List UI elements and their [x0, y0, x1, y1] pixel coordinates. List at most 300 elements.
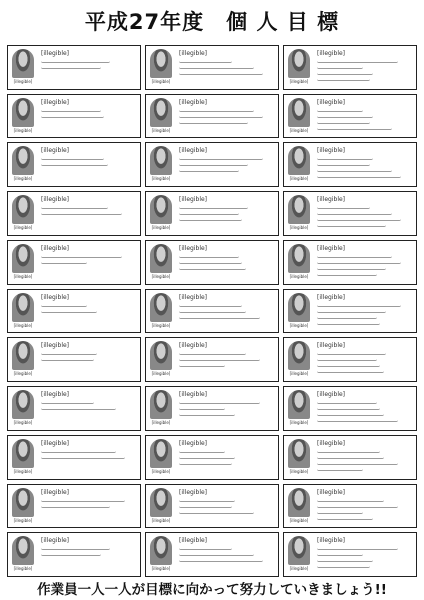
person-name: [illegible] — [151, 371, 171, 377]
handwriting-line — [41, 65, 101, 69]
goal-text — [176, 290, 278, 333]
person-name: [illegible] — [151, 79, 171, 84]
handwriting-line — [41, 108, 101, 112]
person-name: [illegible] — [151, 322, 171, 328]
person-name: [illegible] — [13, 322, 33, 328]
person-block — [284, 485, 314, 528]
goal-line: [illegible] — [317, 439, 346, 447]
handwriting-line — [41, 156, 104, 160]
goal-card — [145, 240, 279, 285]
goal-text — [314, 533, 416, 576]
goal-card — [7, 142, 141, 187]
handwriting-line — [41, 400, 94, 404]
portrait-photo — [12, 293, 34, 322]
goal-line: [illegible] — [179, 98, 208, 106]
handwriting-line — [317, 418, 398, 422]
handwriting-line — [317, 369, 384, 373]
goal-line: [illegible] — [317, 488, 346, 496]
handwriting-line — [41, 254, 122, 258]
person-block — [146, 533, 176, 576]
portrait-photo — [12, 488, 34, 517]
goal-card — [145, 532, 279, 577]
person-block — [8, 192, 38, 235]
goal-card — [7, 45, 141, 90]
goal-line: [illegible] — [317, 293, 346, 301]
goal-line: [illegible] — [41, 98, 70, 106]
handwriting-line — [317, 406, 380, 410]
goal-card — [283, 45, 417, 90]
handwriting-line — [41, 455, 125, 459]
person-block — [8, 143, 38, 186]
goal-card — [145, 484, 279, 529]
person-name: [illegible] — [289, 176, 309, 182]
handwriting-line — [317, 71, 373, 75]
handwriting-line — [317, 108, 363, 112]
goal-line: [illegible] — [41, 439, 70, 447]
handwriting-line — [317, 174, 401, 178]
goal-line: [illegible] — [179, 147, 208, 155]
person-name: [illegible] — [289, 566, 309, 572]
goal-card — [145, 386, 279, 431]
handwriting-line — [179, 315, 260, 319]
goal-line: [illegible] — [41, 147, 70, 155]
handwriting-line — [317, 272, 377, 276]
handwriting-line — [41, 406, 116, 410]
handwriting-line — [41, 351, 97, 355]
portrait-photo — [150, 49, 172, 78]
handwriting-line — [41, 162, 108, 166]
goal-card — [145, 45, 279, 90]
person-name: [illegible] — [13, 176, 33, 182]
person-block — [146, 436, 176, 479]
handwriting-line — [317, 552, 363, 556]
person-block — [284, 387, 314, 430]
person-name: [illegible] — [151, 127, 171, 133]
person-block — [284, 533, 314, 576]
handwriting-line — [179, 449, 225, 453]
handwriting-line — [179, 217, 242, 221]
portrait-photo — [12, 536, 34, 565]
person-name: [illegible] — [289, 420, 309, 426]
portrait-photo — [12, 49, 34, 78]
goal-card — [283, 484, 417, 529]
goal-text — [176, 485, 278, 528]
portrait-photo — [150, 439, 172, 468]
goal-line: [illegible] — [41, 537, 70, 545]
person-name: [illegible] — [151, 517, 171, 523]
handwriting-line — [317, 412, 384, 416]
goal-line: [illegible] — [179, 293, 208, 301]
goal-text — [176, 95, 278, 138]
person-name: [illegible] — [289, 273, 309, 279]
goal-line: [illegible] — [179, 439, 208, 447]
handwriting-line — [179, 162, 248, 166]
handwriting-line — [179, 260, 242, 264]
goal-text — [176, 338, 278, 381]
page-title: 平成27年度 個 人 目 標 — [84, 10, 340, 34]
handwriting-line — [179, 108, 254, 112]
person-name: [illegible] — [13, 517, 33, 523]
person-name: [illegible] — [151, 420, 171, 426]
person-block — [8, 338, 38, 381]
handwriting-line — [179, 546, 232, 550]
goal-card — [283, 142, 417, 187]
portrait-photo — [150, 488, 172, 517]
handwriting-line — [41, 357, 94, 361]
handwriting-line — [317, 205, 370, 209]
person-name: [illegible] — [289, 79, 309, 84]
handwriting-line — [179, 309, 246, 313]
handwriting-line — [179, 363, 225, 367]
handwriting-line — [179, 455, 235, 459]
goal-card — [145, 337, 279, 382]
handwriting-line — [317, 114, 373, 118]
goal-card — [7, 94, 141, 139]
goal-card — [145, 289, 279, 334]
goal-line: [illegible] — [179, 342, 208, 350]
handwriting-line — [41, 449, 116, 453]
person-name: [illegible] — [13, 225, 33, 231]
person-block — [284, 95, 314, 138]
portrait-photo — [150, 244, 172, 273]
person-name: [illegible] — [151, 176, 171, 182]
person-name: [illegible] — [289, 517, 309, 523]
person-name: [illegible] — [151, 225, 171, 231]
person-block — [284, 143, 314, 186]
person-block — [284, 338, 314, 381]
handwriting-line — [179, 498, 235, 502]
handwriting-line — [317, 351, 386, 355]
goal-text — [176, 533, 278, 576]
goal-text — [314, 241, 416, 284]
handwriting-line — [41, 303, 87, 307]
portrait-photo — [12, 244, 34, 273]
person-block — [284, 46, 314, 89]
goal-text — [314, 290, 416, 333]
person-block — [146, 290, 176, 333]
handwriting-line — [317, 254, 392, 258]
portrait-photo — [288, 488, 310, 517]
goal-line: [illegible] — [179, 537, 208, 545]
handwriting-line — [41, 260, 87, 264]
handwriting-line — [317, 59, 398, 63]
goal-card — [7, 337, 141, 382]
goal-line: [illegible] — [41, 293, 70, 301]
goal-card — [7, 289, 141, 334]
handwriting-line — [41, 498, 125, 502]
goal-text — [38, 485, 140, 528]
goal-card — [145, 94, 279, 139]
handwriting-line — [41, 211, 122, 215]
handwriting-line — [317, 449, 380, 453]
handwriting-line — [317, 315, 377, 319]
goal-text — [314, 46, 416, 89]
person-block — [146, 192, 176, 235]
goal-card — [7, 240, 141, 285]
goal-line: [illegible] — [41, 196, 70, 204]
goal-text — [38, 290, 140, 333]
goal-text — [314, 143, 416, 186]
handwriting-line — [317, 211, 392, 215]
goal-text — [38, 436, 140, 479]
handwriting-line — [179, 406, 225, 410]
goal-line: [illegible] — [317, 196, 346, 204]
handwriting-line — [41, 114, 104, 118]
portrait-photo — [150, 341, 172, 370]
person-name: [illegible] — [13, 371, 33, 377]
handwriting-line — [179, 205, 248, 209]
goal-line: [illegible] — [41, 342, 70, 350]
person-name: [illegible] — [289, 127, 309, 133]
goal-card — [283, 337, 417, 382]
person-block — [284, 290, 314, 333]
handwriting-line — [317, 455, 384, 459]
goal-card — [283, 240, 417, 285]
footer-slogan: 作業員一人一人が目標に向かって努力していきましょう!! — [37, 582, 387, 598]
goal-card — [283, 191, 417, 236]
portrait-photo — [150, 390, 172, 419]
handwriting-line — [179, 156, 263, 160]
person-block — [8, 46, 38, 89]
portrait-photo — [12, 341, 34, 370]
handwriting-line — [317, 266, 386, 270]
goal-card — [145, 142, 279, 187]
handwriting-line — [317, 363, 380, 367]
person-name: [illegible] — [289, 371, 309, 377]
person-block — [146, 241, 176, 284]
person-block — [146, 387, 176, 430]
handwriting-line — [179, 71, 263, 75]
goal-text — [38, 387, 140, 430]
handwriting-line — [317, 321, 380, 325]
handwriting-line — [41, 59, 110, 63]
handwriting-line — [179, 357, 260, 361]
goal-text — [176, 192, 278, 235]
goal-line: [illegible] — [317, 50, 346, 57]
portrait-photo — [12, 439, 34, 468]
goal-line: [illegible] — [179, 50, 208, 57]
goal-text — [314, 338, 416, 381]
handwriting-line — [317, 156, 373, 160]
goal-card — [7, 435, 141, 480]
person-name: [illegible] — [13, 127, 33, 133]
person-block — [284, 241, 314, 284]
handwriting-line — [179, 211, 239, 215]
portrait-photo — [288, 98, 310, 127]
portrait-photo — [12, 390, 34, 419]
handwriting-line — [41, 552, 101, 556]
handwriting-line — [317, 357, 377, 361]
handwriting-line — [317, 400, 377, 404]
person-name: [illegible] — [151, 566, 171, 572]
person-block — [8, 387, 38, 430]
goal-line: [illegible] — [41, 244, 70, 252]
handwriting-line — [41, 504, 110, 508]
handwriting-line — [179, 504, 232, 508]
person-name: [illegible] — [13, 566, 33, 572]
goal-card — [7, 532, 141, 577]
goal-text — [176, 46, 278, 89]
goal-line: [illegible] — [179, 244, 208, 252]
portrait-photo — [12, 98, 34, 127]
person-block — [8, 436, 38, 479]
handwriting-line — [179, 461, 232, 465]
person-block — [146, 143, 176, 186]
portrait-photo — [150, 98, 172, 127]
goal-text — [38, 143, 140, 186]
portrait-photo — [288, 341, 310, 370]
portrait-photo — [150, 293, 172, 322]
goal-card — [283, 435, 417, 480]
handwriting-line — [317, 120, 370, 124]
goal-line: [illegible] — [317, 342, 346, 350]
handwriting-line — [317, 510, 363, 514]
handwriting-line — [317, 126, 392, 130]
handwriting-line — [317, 260, 401, 264]
handwriting-line — [179, 59, 232, 63]
goal-card — [283, 94, 417, 139]
handwriting-line — [179, 65, 254, 69]
goal-line: [illegible] — [41, 50, 70, 57]
person-block — [8, 290, 38, 333]
goal-text — [176, 436, 278, 479]
handwriting-line — [179, 303, 242, 307]
portrait-photo — [288, 49, 310, 78]
goal-line: [illegible] — [179, 488, 208, 496]
goal-card — [283, 532, 417, 577]
person-name: [illegible] — [13, 79, 33, 84]
handwriting-line — [317, 461, 398, 465]
goal-card — [283, 386, 417, 431]
portrait-photo — [150, 146, 172, 175]
portrait-photo — [288, 244, 310, 273]
goal-line: [illegible] — [41, 391, 70, 399]
handwriting-line — [179, 266, 246, 270]
goal-text — [38, 338, 140, 381]
person-block — [284, 192, 314, 235]
goal-card — [7, 191, 141, 236]
goal-line: [illegible] — [317, 98, 346, 106]
handwriting-line — [317, 168, 392, 172]
goal-line: [illegible] — [179, 391, 208, 399]
goal-text — [314, 436, 416, 479]
goal-text — [176, 387, 278, 430]
goal-card — [145, 435, 279, 480]
handwriting-line — [317, 504, 398, 508]
handwriting-line — [179, 168, 239, 172]
handwriting-line — [179, 400, 260, 404]
handwriting-line — [317, 564, 370, 568]
handwriting-line — [179, 510, 254, 514]
handwriting-line — [317, 217, 401, 221]
handwriting-line — [179, 254, 239, 258]
handwriting-line — [317, 498, 384, 502]
handwriting-line — [317, 162, 370, 166]
goal-card — [283, 289, 417, 334]
handwriting-line — [317, 546, 398, 550]
handwriting-line — [317, 65, 363, 69]
handwriting-line — [179, 120, 248, 124]
portrait-photo — [288, 536, 310, 565]
handwriting-line — [317, 77, 370, 81]
handwriting-line — [317, 223, 386, 227]
goal-line: [illegible] — [179, 196, 208, 204]
person-block — [8, 95, 38, 138]
person-name: [illegible] — [13, 273, 33, 279]
portrait-photo — [288, 146, 310, 175]
goal-text — [314, 192, 416, 235]
handwriting-line — [317, 303, 401, 307]
handwriting-line — [179, 552, 254, 556]
person-block — [8, 241, 38, 284]
handwriting-line — [317, 309, 386, 313]
person-name: [illegible] — [151, 468, 171, 474]
portrait-photo — [150, 536, 172, 565]
person-name: [illegible] — [289, 225, 309, 231]
handwriting-line — [41, 205, 108, 209]
person-name: [illegible] — [151, 273, 171, 279]
goal-text — [38, 533, 140, 576]
goal-text — [176, 241, 278, 284]
person-block — [146, 338, 176, 381]
person-name: [illegible] — [289, 322, 309, 328]
portrait-photo — [288, 195, 310, 224]
person-name: [illegible] — [13, 420, 33, 426]
handwriting-line — [41, 309, 97, 313]
person-block — [146, 485, 176, 528]
portrait-photo — [12, 195, 34, 224]
person-block — [8, 533, 38, 576]
goal-text — [38, 46, 140, 89]
person-block — [146, 95, 176, 138]
handwriting-line — [179, 351, 246, 355]
goal-grid — [7, 45, 417, 577]
handwriting-line — [317, 558, 373, 562]
portrait-photo — [288, 390, 310, 419]
handwriting-line — [317, 467, 363, 471]
goal-text — [176, 143, 278, 186]
goal-text — [38, 192, 140, 235]
goal-text — [314, 485, 416, 528]
goal-text — [38, 95, 140, 138]
person-name: [illegible] — [289, 468, 309, 474]
person-name: [illegible] — [13, 468, 33, 474]
goal-card — [7, 484, 141, 529]
portrait-photo — [288, 439, 310, 468]
person-block — [284, 436, 314, 479]
handwriting-line — [179, 558, 263, 562]
goal-text — [38, 241, 140, 284]
person-block — [146, 46, 176, 89]
handwriting-line — [317, 516, 373, 520]
person-block — [8, 485, 38, 528]
goal-text — [314, 387, 416, 430]
handwriting-line — [179, 412, 235, 416]
goal-line: [illegible] — [317, 147, 346, 155]
portrait-photo — [150, 195, 172, 224]
portrait-photo — [288, 293, 310, 322]
goal-line: [illegible] — [41, 488, 70, 496]
goal-line: [illegible] — [317, 244, 346, 252]
goal-line: [illegible] — [317, 537, 346, 545]
goal-card — [145, 191, 279, 236]
portrait-photo — [12, 146, 34, 175]
goal-card — [7, 386, 141, 431]
handwriting-line — [41, 546, 110, 550]
goal-line: [illegible] — [317, 391, 346, 399]
handwriting-line — [179, 114, 263, 118]
goal-text — [314, 95, 416, 138]
